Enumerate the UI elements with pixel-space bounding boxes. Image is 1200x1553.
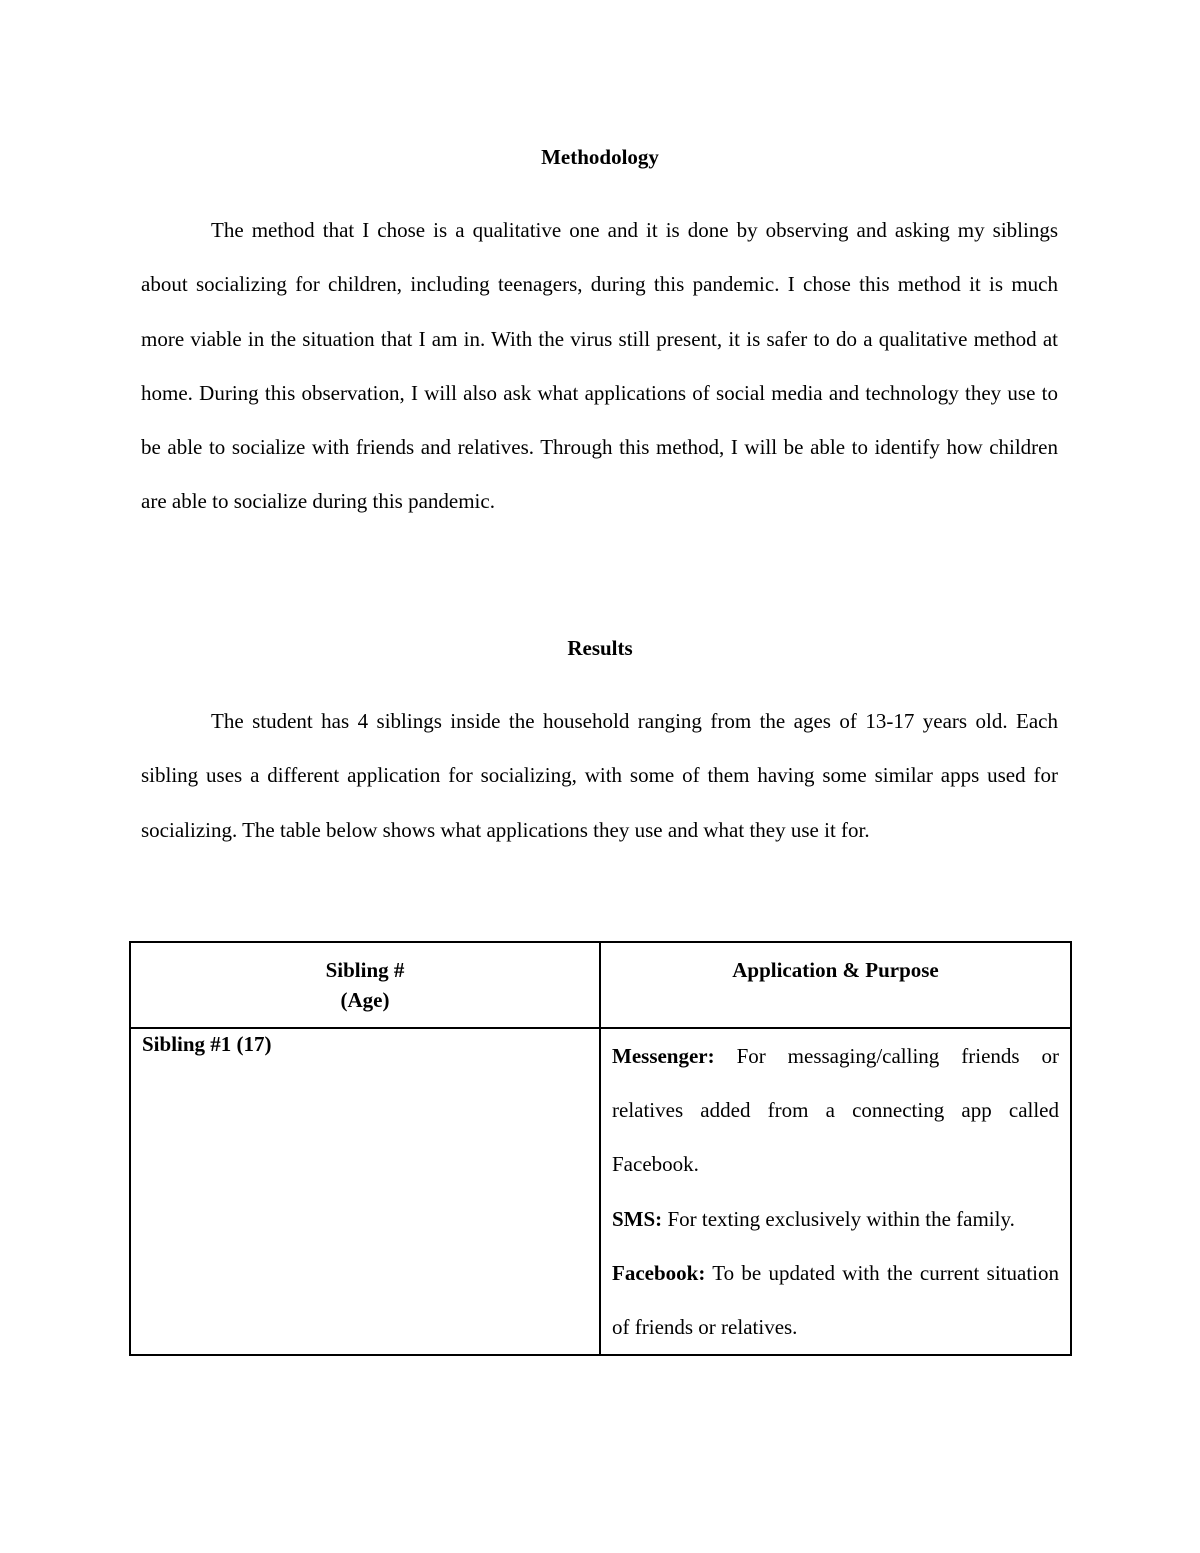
- app-name: Facebook:: [612, 1260, 706, 1285]
- sibling-header-label: Sibling #: [325, 958, 405, 982]
- methodology-paragraph: The method that I chose is a qualitative one and it is done by observing and asking my siblings about socializing for children, including teenagers, during this pandemic. I chose this method it is much more viable in the situation that I am in. With the virus still present, it is safer to do a qualitative method at home. During this observation, I will also ask what applications of social media and technology they use to be able to socialize with friends and relatives. Through this method, I will be able to identify how children are able to socialize during this pandemic.: [141, 218, 1058, 514]
- table-header-row: [130, 942, 1071, 1028]
- sibling-cell: Sibling #1 (17): [130, 1028, 600, 1355]
- app-purpose: To be updated with the current situation of friends or relatives.: [612, 1260, 1059, 1340]
- app-entry-messenger: [612, 1029, 1059, 1192]
- application-purpose-header: [600, 942, 1071, 1028]
- applications-cell: [600, 1028, 1071, 1355]
- app-entry-facebook: [612, 1246, 1059, 1354]
- application-header-label: Application & Purpose: [732, 958, 939, 982]
- methodology-heading: Methodology: [541, 145, 659, 169]
- table-row: [130, 1028, 1071, 1355]
- results-table: [129, 941, 1072, 1356]
- app-purpose: For texting exclusively within the family.: [667, 1206, 1015, 1231]
- results-heading: Results: [567, 636, 633, 660]
- sibling-age-header: [130, 942, 600, 1028]
- age-header-label: (Age): [340, 988, 390, 1012]
- results-paragraph: The student has 4 siblings inside the household ranging from the ages of 13-17 years old. Each sibling uses a different application for socializing, with some of them having some similar apps used for socializing. The table below shows what applications they use and what they use it for.: [141, 709, 1058, 842]
- app-name: Messenger:: [612, 1044, 715, 1068]
- app-entry-sms: [612, 1192, 1059, 1246]
- app-name: SMS:: [612, 1206, 663, 1231]
- app-purpose: For messaging/calling friends or relatives added from a connecting app called Facebook.: [612, 1044, 1059, 1177]
